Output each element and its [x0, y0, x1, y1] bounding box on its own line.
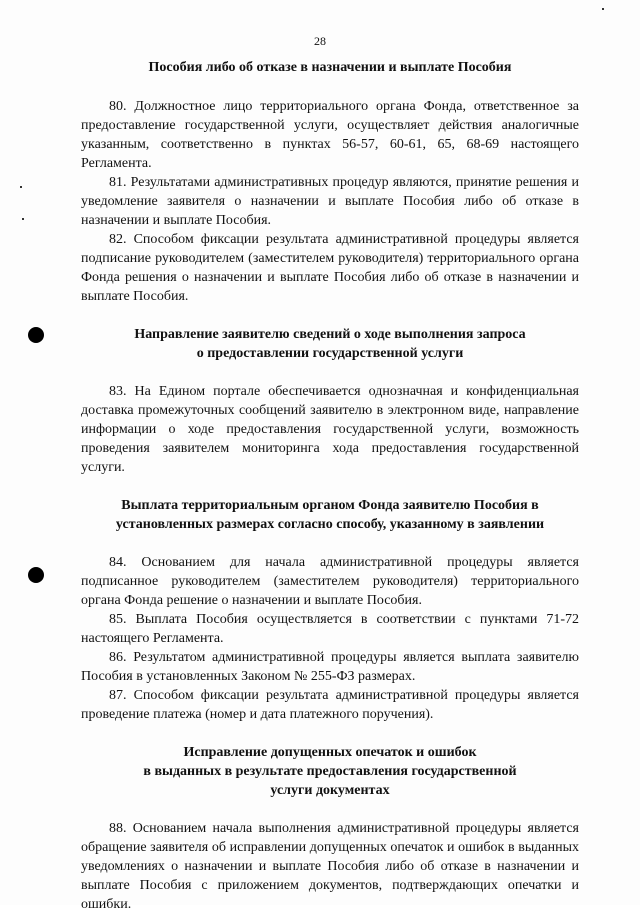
document-body: [81, 58, 579, 914]
heading-line: Исправление допущенных опечаток и ошибок: [183, 745, 477, 760]
paragraph-84: 84. Основанием для начала административной процедуры является подписанное руководителем (заместителем руководителя) территориального органа Фонда решение о назначении и выплате Пособия.: [81, 555, 579, 608]
paragraph-88: 88. Основанием начала выполнения административной процедуры является обращение заявителя об исправлении допущенных опечаток и ошибок в выданных уведомлениях о назначении и выплате Пособия либо об отказе в назначении и выплате Пособия с приложением документов, подтверждающих опечатки и ошибки.: [81, 821, 579, 912]
section-heading-request-status: [81, 325, 579, 363]
paragraph-83: 83. На Едином портале обеспечивается однозначная и конфиденциальная доставка промежуточных сообщений заявителю в электронном виде, направление информации о ходе предоставления государственной услуги, возможность проведения заявителем мониторинга хода предоставления государственной услуги.: [81, 384, 579, 475]
punch-hole-bottom: [28, 567, 44, 583]
paragraph-80: 80. Должностное лицо территориального органа Фонда, ответственное за предоставление государственной услуги, осуществляет действия аналогичные указанным, соответственно в пунктах 56-57, 60-61, 65, 68-69 настоящего Регламента.: [81, 99, 579, 171]
heading-line: услуги документах: [270, 783, 390, 798]
paragraph-86: 86. Результатом административной процедуры является выплата заявителю Пособия в установленных Законом № 255-ФЗ размерах.: [81, 650, 579, 684]
section-heading-benefit-decision: Пособия либо об отказе в назначении и выплате Пособия: [148, 60, 512, 75]
section-heading-benefit-payment: [81, 496, 579, 534]
section-heading-error-correction: [81, 743, 579, 800]
heading-line: Выплата территориальным органом Фонда заявителю Пособия в: [121, 498, 539, 513]
paragraph-87: 87. Способом фиксации результата административной процедуры является проведение платежа (номер и дата платежного поручения).: [81, 688, 579, 722]
heading-line: о предоставлении государственной услуги: [196, 346, 464, 361]
scan-speck: [22, 218, 24, 220]
heading-line: в выданных в результате предоставления государственной: [143, 764, 517, 779]
paragraph-82: 82. Способом фиксации результата административной процедуры является подписание руководителем (заместителем руководителя) территориального органа Фонда решения о назначении и выплате Пособия либо об отказе в назначении и выплате Пособия.: [81, 232, 579, 304]
heading-line: Направление заявителю сведений о ходе выполнения запроса: [134, 327, 526, 342]
scan-speck: [20, 186, 22, 188]
punch-hole-top: [28, 327, 44, 343]
page-number: 28: [314, 34, 326, 48]
scan-speck: [602, 8, 604, 10]
heading-line: установленных размерах согласно способу, указанному в заявлении: [115, 517, 545, 532]
paragraph-81: 81. Результатами административных процедур являются, принятие решения и уведомление заявителя о назначении и выплате Пособия либо об отказе в назначении и выплате Пособия.: [81, 175, 579, 228]
paragraph-85: 85. Выплата Пособия осуществляется в соответствии с пунктами 71-72 настоящего Регламента.: [81, 612, 579, 646]
